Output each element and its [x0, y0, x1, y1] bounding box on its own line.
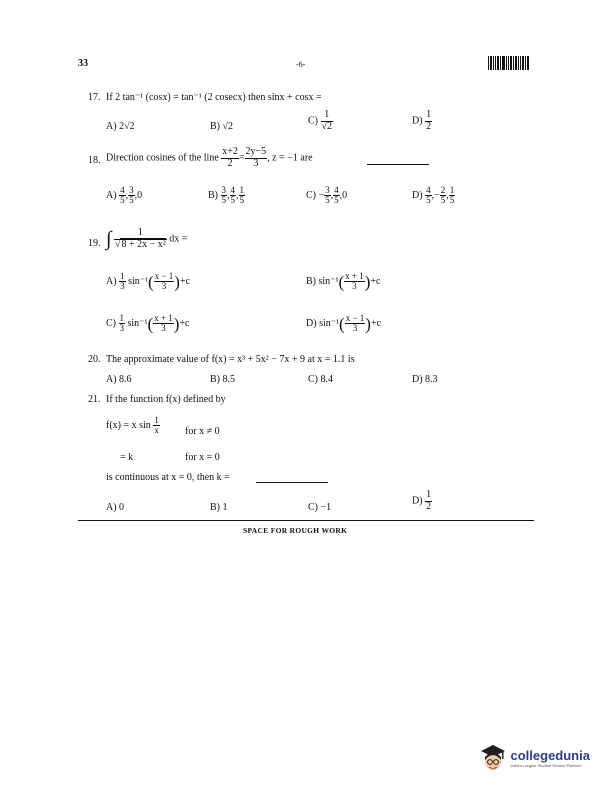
q21-option-a: A) 0 — [106, 502, 125, 513]
footer-rule — [78, 520, 534, 521]
q21-number: 21. — [88, 394, 101, 405]
q17-option-c: C) $\frac{1}{√2}$ — [308, 109, 332, 132]
q17-option-a: A) 2√2 — [106, 121, 135, 132]
q21-option-c: C) −1 — [308, 502, 332, 513]
q17-stem: If 2 tan⁻¹ (cosx) = tan⁻¹ (2 cosecx) then sinx + cosx = — [106, 92, 322, 103]
q20-option-b: B) 8.5 — [210, 374, 235, 385]
q21-option-b: B) 1 — [210, 502, 228, 513]
page-label: -6- — [296, 60, 306, 69]
q18-stem: Direction cosines of the line $\frac{x+2}{2}$ = $\frac{2y-5}{3}$ , z = −1 are — [106, 146, 313, 169]
q20-option-d: D) 8.3 — [412, 374, 438, 385]
q17-option-b: B) √2 — [210, 121, 233, 132]
q21-answer-blank — [256, 482, 328, 483]
barcode-icon — [488, 56, 530, 70]
q18-option-b: B) $\frac{3}{5}$ , $\frac{4}{5}$ , $\frac{1}{5}$ — [208, 185, 244, 206]
q20-option-a: A) 8.6 — [106, 374, 132, 385]
q19-option-a: A) $\frac{1}{3}$ sin⁻¹( $\frac{x - 1}{3}$ )+c — [106, 271, 191, 292]
q18-option-a: A) $\frac{4}{5}$ , $\frac{3}{5}$ ,0 — [106, 185, 143, 206]
collegedunia-logo — [478, 742, 590, 774]
q19-option-c: C) $\frac{1}{3}$ sin⁻¹( $\frac{x + 1}{3}$ )+c — [106, 313, 190, 334]
q21-condition1: for x ≠ 0 — [185, 426, 220, 437]
q20-number: 20. — [88, 354, 101, 365]
q18-option-d: D) $\frac{4}{5}$ ,− $\frac{2}{5}$ , $\frac{1}{5}$ — [412, 185, 455, 206]
q20-option-c: C) 8.4 — [308, 374, 333, 385]
q21-definition-line1: f(x) = x sin $\frac{1}{x}$ — [106, 415, 159, 436]
q21-definition-line2: = k — [120, 452, 134, 463]
logo-brand: collegedunia — [510, 748, 590, 763]
q19-option-b: B) sin⁻¹( $\frac{x + 1}{3}$ )+c — [306, 271, 381, 292]
q21-tail: is continuous at x = 0, then k = — [106, 472, 230, 483]
q18-answer-blank — [367, 164, 429, 165]
q18-number: 18. — [88, 155, 101, 166]
q17-option-d: D) $\frac{1}{2}$ — [412, 109, 432, 132]
logo-tagline: India's Largest Student Review Platform — [510, 763, 582, 768]
q21-condition2: for x = 0 — [185, 452, 220, 463]
q19-number: 19. — [88, 238, 101, 249]
q18-option-c: C) − $\frac{3}{5}$ , $\frac{4}{5}$ ,0 — [306, 185, 348, 206]
rough-work-label: SPACE FOR ROUGH WORK — [243, 526, 348, 535]
q20-stem: The approximate value of f(x) = x³ + 5x² − 7x + 9 at x = 1.1 is — [106, 354, 355, 365]
q19-option-d: D) sin⁻¹( $\frac{x - 1}{3}$ )+c — [306, 313, 382, 334]
graduate-mascot-icon — [478, 742, 508, 774]
q21-option-d: D) $\frac{1}{2}$ — [412, 489, 432, 512]
page-number: 33 — [78, 58, 88, 69]
q17-number: 17. — [88, 92, 101, 103]
q21-stem: If the function f(x) defined by — [106, 394, 226, 405]
q19-integral: ∫ $\frac{1}{\text{√8 + 2x − x²}}$ dx = — [106, 227, 188, 250]
